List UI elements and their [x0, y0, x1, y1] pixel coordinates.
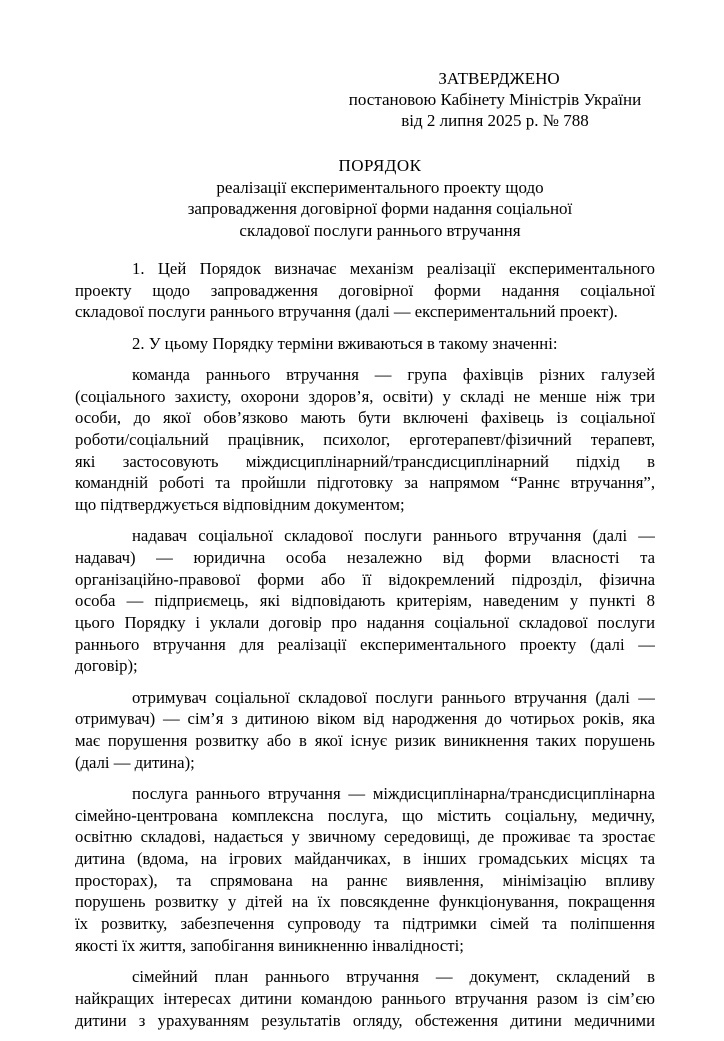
- paragraph-line: отримувач) — сім’я з дитиною віком від народження до чотирьох років, яка: [75, 709, 655, 729]
- paragraph-line: раннього втручання для реалізації експериментального проекту (далі —: [75, 634, 655, 654]
- paragraph-line: просторах), та спрямована на раннє виявлення, мінімізацію впливу: [75, 870, 655, 890]
- paragraph-line: надавач соціальної складової послуги раннього втручання (далі —: [132, 526, 655, 546]
- paragraph-line: 2. У цьому Порядку терміни вживаються в такому значенні:: [132, 333, 558, 353]
- approval-authority: постановою Кабінету Міністрів України: [348, 90, 642, 109]
- approval-stamp: [330, 68, 660, 131]
- paragraph: [75, 364, 655, 516]
- document-subtitle-line: запровадження договірної форми надання соціальної: [187, 199, 573, 218]
- paragraph-line: проекту щодо запровадження договірної форми надання соціальної: [75, 280, 655, 300]
- paragraph-line: які застосовують міждисциплінарний/трансдисциплінарний підхід в: [75, 451, 655, 471]
- paragraph-line: освітню складові, надається у звичному середовищі, де проживає та зростає: [75, 827, 655, 847]
- paragraph-line: особи, до якої обов’язково мають бути включені фахівець із соціальної: [75, 408, 655, 428]
- paragraph-line: дитина (вдома, на ігрових майданчиках, в інших громадських місцях та: [75, 849, 655, 869]
- paragraph: [75, 333, 655, 355]
- paragraph-line: роботи/соціальний працівник, психолог, ерготерапевт/фізичний терапевт,: [75, 429, 655, 449]
- paragraph-line: послуга раннього втручання — міждисциплінарна/трансдисциплінарна: [132, 783, 655, 803]
- paragraph-line: команда раннього втручання — група фахівців різних галузей: [132, 364, 655, 384]
- paragraph: [75, 258, 655, 323]
- paragraph-line: надавач) — юридична особа незалежно від форми власності та: [75, 547, 655, 567]
- paragraph-line: (далі — дитина);: [75, 752, 195, 772]
- document-body: [75, 258, 655, 1041]
- paragraph: [75, 687, 655, 774]
- paragraph-line: дитини з урахуванням результатів огляду, обстеження дитини медичними: [75, 1010, 655, 1030]
- paragraph-line: порушень розвитку у дітей на їх повсякденне функціонування, покращення: [75, 892, 655, 912]
- paragraph-line: 1. Цей Порядок визначає механізм реалізації експериментального: [132, 259, 655, 278]
- document-title-block: [120, 155, 640, 241]
- paragraph-line: найкращих інтересах дитини командою раннього втручання разом із сім’єю: [75, 988, 655, 1008]
- paragraph-line: їх розвитку, забезпечення супроводу та підтримки сімей та поліпшення: [75, 914, 655, 934]
- paragraph-line: цього Порядку і уклали договір про надання соціальної складової послуги: [75, 613, 655, 633]
- paragraph: [75, 525, 655, 677]
- paragraph-line: що підтверджується відповідним документом;: [75, 495, 405, 515]
- approval-title: ЗАТВЕРДЖЕНО: [438, 69, 560, 88]
- document-subtitle-line: реалізації експериментального проекту щодо: [216, 177, 544, 197]
- document-title: ПОРЯДОК: [338, 156, 422, 175]
- paragraph-line: договір);: [75, 656, 138, 676]
- paragraph-line: отримувач соціальної складової послуги раннього втручання (далі —: [132, 687, 655, 707]
- paragraph-line: сімейний план раннього втручання — документ, складений в: [132, 967, 655, 987]
- paragraph-line: складової послуги раннього втручання (далі — експериментальний проект).: [75, 302, 618, 322]
- paragraph-line: організаційно-правової форми або її відокремлений підрозділ, фізична: [75, 569, 655, 589]
- paragraph-line: особа — підприємець, які відповідають критеріям, наведеним у пункті 8: [75, 591, 655, 611]
- paragraph-line: (соціального захисту, охорони здоров’я, освіти) у складі не менше ніж три: [75, 386, 655, 406]
- document-subtitle-line: складової послуги раннього втручання: [239, 220, 521, 240]
- paragraph-line: командній роботі та пройшли підготовку за напрямом “Раннє втручання”,: [75, 473, 655, 493]
- paragraph: [75, 783, 655, 957]
- paragraph-line: якості їх життя, запобігання виникненню інвалідності;: [75, 935, 464, 955]
- paragraph-line: має порушення розвитку або в якої існує ризик виникнення таких порушень: [75, 731, 655, 751]
- paragraph-line: сімейно-центрована комплексна послуга, що містить соціальну, медичну,: [75, 805, 655, 825]
- approval-date: від 2 липня 2025 р. № 788: [401, 111, 589, 130]
- paragraph: [75, 966, 655, 1031]
